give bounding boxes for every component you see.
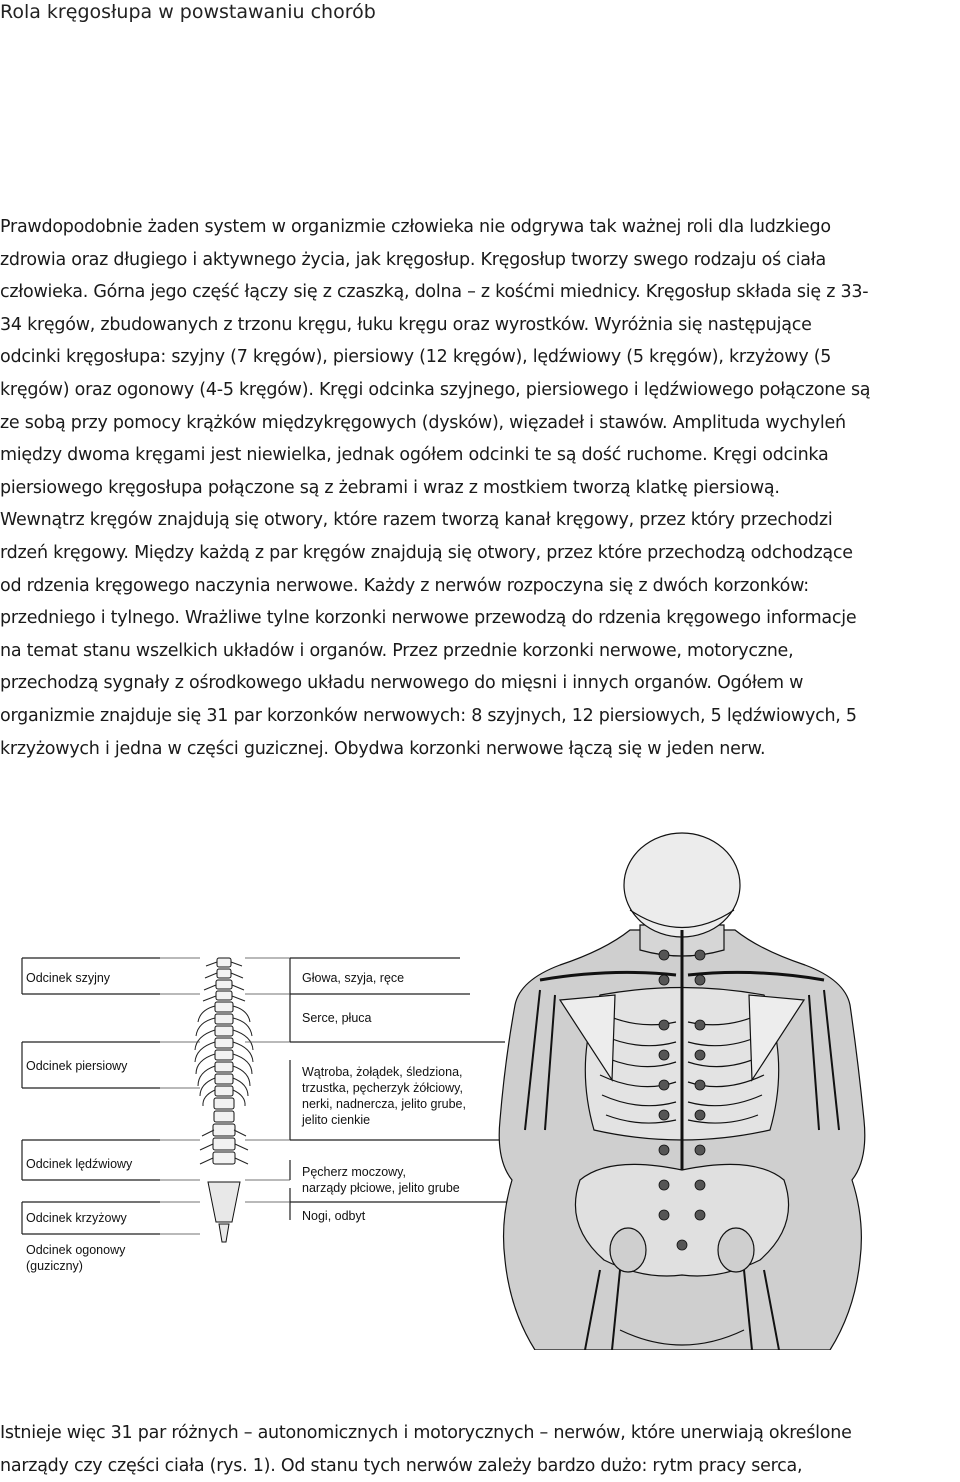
paragraph-line: organizmie znajduje się 31 par korzonków nerwowych: 8 szyjnych, 12 piersiowych, 5 lędźwiowych, 5 xyxy=(0,705,857,726)
paragraph-line: przechodzą sygnały z ośrodkowego układu nerwowego do mięsni i innych organów. Ogółem w xyxy=(0,673,804,694)
paragraph-line: zdrowia oraz długiego i aktywnego życia, jak kręgosłup. Kręgosłup tworzy swego rodzaju oś ciała xyxy=(0,249,826,270)
paragraph-line: 34 kręgów, zbudowanych z trzonu kręgu, łuku kręgu oraz wyrostków. Wyróżnia się następujące xyxy=(0,314,812,335)
label-head: Głowa, szyja, ręce xyxy=(302,971,405,985)
label-thoracic: Odcinek piersiowy xyxy=(26,1059,128,1073)
label-heart: Serce, płuca xyxy=(302,1011,372,1025)
label-cervical: Odcinek szyjny xyxy=(26,971,111,985)
main-paragraph xyxy=(0,211,960,765)
spine-figure xyxy=(0,830,960,1350)
label-organs-4: jelito cienkie xyxy=(302,1113,371,1127)
label-bladder-1: Pęcherz moczowy, xyxy=(302,1165,406,1179)
label-organs-1: Wątroba, żołądek, śledziona, xyxy=(302,1065,463,1079)
label-coccygeal-2: (guziczny) xyxy=(26,1259,83,1273)
paragraph-line: od rdzenia kręgowego naczynia nerwowe. Każdy z nerwów rozpoczyna się z dwóch korzonków: xyxy=(0,575,809,596)
paragraph-line: między dwoma kręgami jest niewielka, jednak ogółem odcinki te są dość ruchome. Kręgi odcinka xyxy=(0,445,829,466)
label-sacral: Odcinek krzyżowy xyxy=(26,1211,127,1225)
spine-column-icon xyxy=(208,958,240,1242)
paragraph-line: Prawdopodobnie żaden system w organizmie człowieka nie odgrywa tak ważnej roli dla ludzkiego xyxy=(0,217,831,237)
paragraph-line: człowieka. Górna jego część łączy się z czaszką, dolna – z kośćmi miednicy. Kręgosłup składa się z 33- xyxy=(0,282,869,303)
paragraph-line: odcinki kręgosłupa: szyjny (7 kręgów), piersiowy (12 kręgów), lędźwiowy (5 kręgów), krzyżowy (5 xyxy=(0,347,832,368)
paragraph-line: krzyżowych i jedna w części guzicznej. Obydwa korzonki nerwowe łączą się w jeden nerw. xyxy=(0,738,766,759)
page-title: Rola kręgosłupa w powstawaniu chorób xyxy=(0,1,376,23)
label-lumbar: Odcinek lędźwiowy xyxy=(26,1157,133,1171)
paragraph-line: przedniego i tylnego. Wrażliwe tylne korzonki nerwowe przewodzą do rdzenia kręgowego informacje xyxy=(0,608,857,629)
bottom-paragraph xyxy=(0,1417,960,1482)
paragraph-line: Istnieje więc 31 par różnych – autonomicznych i motorycznych – nerwów, które unerwiają określone xyxy=(0,1423,852,1443)
paragraph-line: piersiowego kręgosłupa połączone są z żebrami i wraz z mostkiem tworzą klatkę piersiową. xyxy=(0,477,780,498)
paragraph-line: Wewnątrz kręgów znajdują się otwory, które razem tworzą kanał kręgowy, przez który przechodzi xyxy=(0,510,833,531)
paragraph-line: ze sobą przy pomocy krążków międzykręgowych (dysków), więzadeł i stawów. Amplituda wychyleń xyxy=(0,412,846,433)
spine-illustration xyxy=(0,830,960,1350)
label-organs-3: nerki, nadnercza, jelito grube, xyxy=(302,1097,466,1111)
left-connector-lines xyxy=(160,958,200,1234)
paragraph-line: na temat stanu wszelkich układów i organów. Przez przednie korzonki nerwowe, motoryczne, xyxy=(0,640,794,661)
paragraph-line: rdzeń kręgowy. Między każdą z par kręgów znajdują się otwory, przez które przechodzą odchodzące xyxy=(0,542,853,563)
label-organs-2: trzustka, pęcherzyk żółciowy, xyxy=(302,1081,463,1095)
label-bladder-2: narządy płciowe, jelito grube xyxy=(302,1181,460,1195)
body-skeleton-icon xyxy=(499,833,865,1350)
right-connector-lines xyxy=(245,958,290,1202)
label-coccygeal-1: Odcinek ogonowy xyxy=(26,1243,126,1257)
paragraph-line: narządy czy części ciała (rys. 1). Od stanu tych nerwów zależy bardzo dużo: rytm pracy serca, xyxy=(0,1455,803,1476)
label-legs: Nogi, odbyt xyxy=(302,1209,366,1223)
left-label-boxes xyxy=(22,958,160,1234)
paragraph-line: kręgów) oraz ogonowy (4-5 kręgów). Kręgi odcinka szyjnego, piersiowego i lędźwiowego połączone są xyxy=(0,379,871,400)
